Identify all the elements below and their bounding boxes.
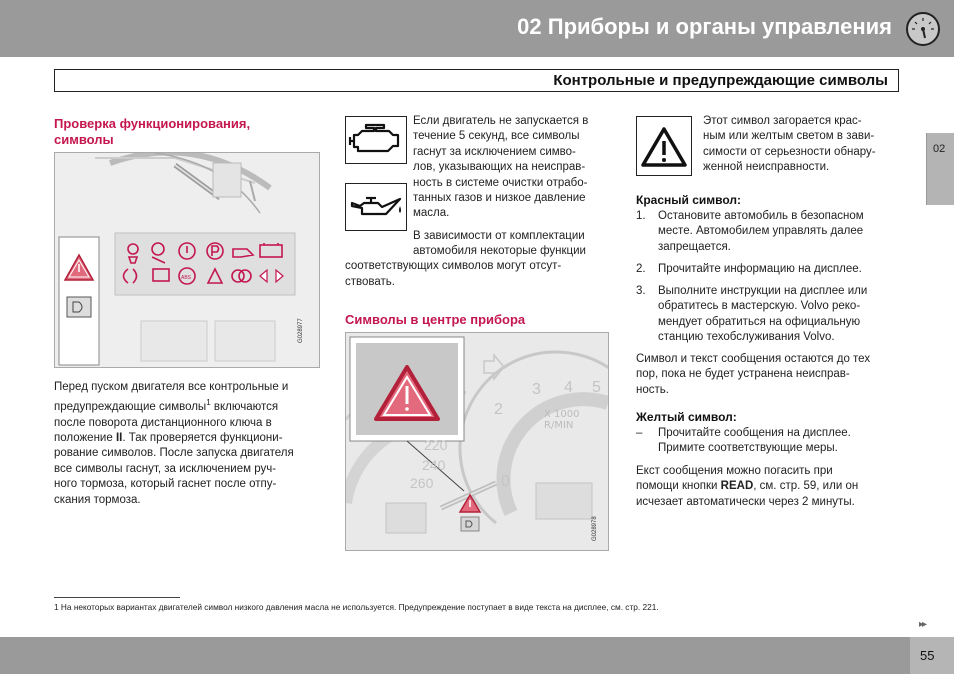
mid-text1-line7: масла. bbox=[413, 207, 450, 220]
footnote-rule bbox=[54, 597, 180, 598]
list-item-number: 1. bbox=[636, 210, 646, 222]
left-text-line3: после поворота дистанционного ключа в bbox=[54, 416, 272, 429]
rpm-tick-3: 3 bbox=[532, 381, 541, 398]
warning-symbol bbox=[636, 116, 692, 176]
footnote-text: 1 На некоторых вариантах двигателей символ низкого давления масла не используется. Предупреждение поступает в виде текста на дисплее, см. стр. 221. bbox=[54, 602, 659, 612]
left-text-line4b: II bbox=[115, 432, 123, 445]
list-item-line: запрещается. bbox=[658, 240, 731, 253]
list-item-number: 3. bbox=[636, 285, 646, 297]
speed-tick-240: 240 bbox=[422, 457, 446, 473]
final-line2-post: , см. стр. 59, или он bbox=[753, 480, 859, 493]
next-page-arrows-icon[interactable]: ▸▸ bbox=[919, 619, 926, 630]
rpm-tick-5: 5 bbox=[592, 379, 601, 396]
section-title: Контрольные и предупреждающие символы bbox=[553, 72, 888, 89]
left-column-text bbox=[54, 380, 324, 508]
yellow-list-item bbox=[636, 426, 901, 457]
final-line3: исчезает автоматически через 2 минуты. bbox=[636, 495, 855, 508]
intro-line2: ным или желтым светом в зави- bbox=[703, 130, 875, 143]
check-engine-icon bbox=[346, 117, 406, 163]
side-tab-label: 02 bbox=[933, 143, 946, 155]
left-text-line6: все символы гаснут, за исключением руч- bbox=[54, 462, 277, 475]
mid-text1-line3: гаснут за исключением симво- bbox=[413, 145, 576, 158]
list-item bbox=[636, 262, 901, 277]
svg-text:ABS: ABS bbox=[181, 275, 192, 281]
list-item-line: месте. Автомобилем управлять далее bbox=[658, 225, 864, 238]
list-item-line: Остановите автомобиль в безопасном bbox=[658, 210, 864, 222]
left-text-line1: Перед пуском двигателя все контрольные и bbox=[54, 381, 289, 393]
mid-text2-line1: В зависимости от комплектации bbox=[413, 230, 585, 242]
yellow-item-line2: Примите соответствующие меры. bbox=[658, 442, 838, 455]
dash-marker: – bbox=[636, 427, 643, 439]
list-item bbox=[636, 209, 901, 255]
list-item-line: обратитесь в мастерскую. Volvo реко- bbox=[658, 300, 861, 313]
left-text-line5: рование символов. После запуска двигателя bbox=[54, 447, 294, 460]
image-code-middle: G028978 bbox=[592, 516, 598, 541]
left-text-line4 bbox=[54, 431, 324, 446]
list-item-line: Выполните инструкции на дисплее или bbox=[658, 285, 868, 297]
intro-line1: Этот символ загорается крас- bbox=[703, 115, 862, 127]
left-column-title bbox=[54, 116, 304, 148]
page-number: 55 bbox=[920, 648, 935, 663]
left-title-line2: символы bbox=[54, 132, 114, 147]
mid-text1-line2: течение 5 секунд, все символы bbox=[413, 130, 580, 143]
persist-line3: ность. bbox=[636, 383, 669, 396]
dismiss-note bbox=[636, 464, 904, 510]
middle-section-subtitle: Символы в центре прибора bbox=[345, 312, 526, 327]
mid-text1-line5: ность в системе очистки отрабо- bbox=[413, 176, 588, 189]
persist-line1: Символ и текст сообщения остаются до тех bbox=[636, 353, 871, 365]
warning-symbol-intro bbox=[703, 114, 903, 176]
left-text-line8: скания тормоза. bbox=[54, 493, 141, 506]
yellow-symbol-heading: Желтый символ: bbox=[636, 410, 737, 424]
center-display-illustration bbox=[345, 332, 609, 551]
left-title-line1: Проверка функционирования, bbox=[54, 116, 251, 131]
left-text-line4c: . Так проверяется функциони- bbox=[122, 432, 283, 445]
intro-line4: женной неисправности. bbox=[703, 161, 830, 174]
mid-text1-line6: танных газов и низкое давление bbox=[413, 192, 586, 205]
left-text-line2b: включаются bbox=[210, 401, 279, 414]
middle-text-1 bbox=[413, 114, 613, 222]
section-bar bbox=[54, 69, 899, 92]
list-item bbox=[636, 284, 901, 346]
image-code-left: G028977 bbox=[298, 318, 304, 343]
read-button-name: READ bbox=[720, 480, 754, 493]
speed-tick-260: 260 bbox=[410, 475, 434, 491]
final-line2-pre: помощи кнопки bbox=[636, 480, 721, 493]
left-text-line4a: положение bbox=[54, 432, 116, 445]
rpm-tick-0: 0 bbox=[501, 473, 510, 490]
rpm-tick-2: 2 bbox=[494, 401, 503, 418]
check-engine-symbol bbox=[345, 116, 407, 164]
middle-text-2 bbox=[345, 244, 613, 290]
oil-can-icon bbox=[346, 184, 406, 230]
warning-triangle-icon bbox=[637, 117, 691, 175]
chapter-side-tab bbox=[926, 133, 954, 205]
footer-band bbox=[0, 637, 954, 674]
left-text-line2a: предупреждающие символы bbox=[54, 401, 207, 414]
yellow-item-line1: Прочитайте сообщения на дисплее. bbox=[658, 427, 851, 439]
footnote-ref: 1 bbox=[206, 398, 211, 408]
intro-line3: симости от серьезности обнару- bbox=[703, 145, 876, 158]
list-item-line: станцию техобслуживания Volvo. bbox=[658, 331, 835, 344]
oil-pressure-symbol bbox=[345, 183, 407, 231]
red-symbol-heading: Красный символ: bbox=[636, 193, 742, 207]
list-item-line: мендует обратиться на официальную bbox=[658, 315, 861, 328]
persist-line2: пор, пока не будет устранена неисправ- bbox=[636, 368, 850, 381]
persist-note bbox=[636, 352, 904, 398]
list-item-number: 2. bbox=[636, 263, 646, 275]
final-line1: Екст сообщения можно погасить при bbox=[636, 465, 833, 477]
mid-text1-line1: Если двигатель не запускается в bbox=[413, 115, 589, 127]
gauge-icon bbox=[906, 12, 940, 46]
mid-text2-line4: ствовать. bbox=[345, 275, 395, 288]
mid-text1-line4: лов, указывающих на неисправ- bbox=[413, 161, 586, 174]
chapter-title: 02 Приборы и органы управления bbox=[517, 14, 892, 39]
speed-tick-220: 220 bbox=[424, 437, 448, 453]
final-line2 bbox=[636, 479, 904, 494]
rpm-dial-label: X 1000 R/MIN bbox=[544, 409, 580, 431]
left-text-line2 bbox=[54, 395, 324, 415]
left-text-line7: ного тормоза, который гаснет после отпу- bbox=[54, 478, 277, 491]
rpm-tick-4: 4 bbox=[564, 379, 573, 396]
mid-text2-line3: соответствующих символов могут отсут- bbox=[345, 260, 562, 273]
page-number-box bbox=[910, 637, 954, 674]
instrument-panel-illustration bbox=[54, 152, 320, 368]
list-item-line: Прочитайте информацию на дисплее. bbox=[658, 263, 862, 275]
mid-text2-line2: автомобиля некоторые функции bbox=[413, 245, 586, 257]
